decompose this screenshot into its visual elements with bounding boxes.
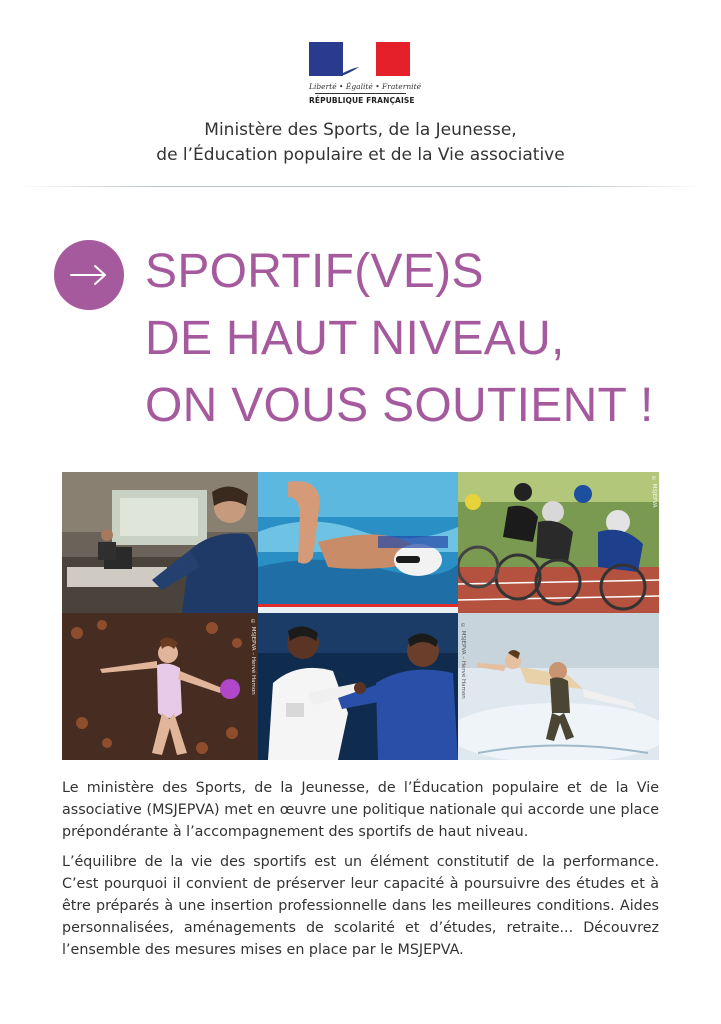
photo-credit: © MSJEPVA – Hervé Hamon [250,619,256,695]
marianne-logo [309,42,422,105]
photo-credit: © MSJEPVA – Hervé Hamon [460,623,466,699]
photo-figure-skating [458,613,659,760]
ministry-line-1: Ministère des Sports, de la Jeunesse, [204,120,517,140]
republic-motto: Liberté • Égalité • Fraternité [309,82,422,91]
title-line-2: DE HAUT NIVEAU, [145,312,565,365]
photo-swimmer [258,472,458,613]
arrow-right-icon [54,240,124,310]
title-line-3: ON VOUS SOUTIENT ! [145,379,654,432]
photo-rhythmic-gymnast [62,613,258,760]
republic-name: RÉPUBLIQUE FRANÇAISE [309,96,415,105]
body-text [62,777,659,969]
page-title [145,238,654,439]
body-paragraph-2: L’équilibre de la vie des sportifs est un élément constitutif de la performance. C’est pourquoi il convient de préserver leur capacité à poursuivre des études et à être préparés à une insertion professionnelle dans les meilleures conditions. Aides personnalisées, aménagements de scolarité et d’études, retraite... Découvrez l’ensemble des mesures mises en place par le MSJEPVA. [62,854,659,958]
photo-student-classroom [62,472,258,613]
photo-wheelchair-racers [458,472,659,613]
photo-collage [62,472,659,760]
header-divider [18,186,703,187]
ministry-name [0,118,721,168]
body-paragraph-1: Le ministère des Sports, de la Jeunesse, de l’Éducation populaire et de la Vie associative (MSJEPVA) met en œuvre une politique nationale qui accorde une place prépondérante à l’accompagnement des sportifs de haut niveau. [62,780,659,840]
marianne-profile-icon [339,44,381,76]
title-line-1: SPORTIF(VE)S [145,245,484,298]
ministry-line-2: de l’Éducation populaire et de la Vie associative [156,145,565,165]
photo-judo [258,613,458,760]
photo-credit: © MSJEPVA [651,476,657,508]
